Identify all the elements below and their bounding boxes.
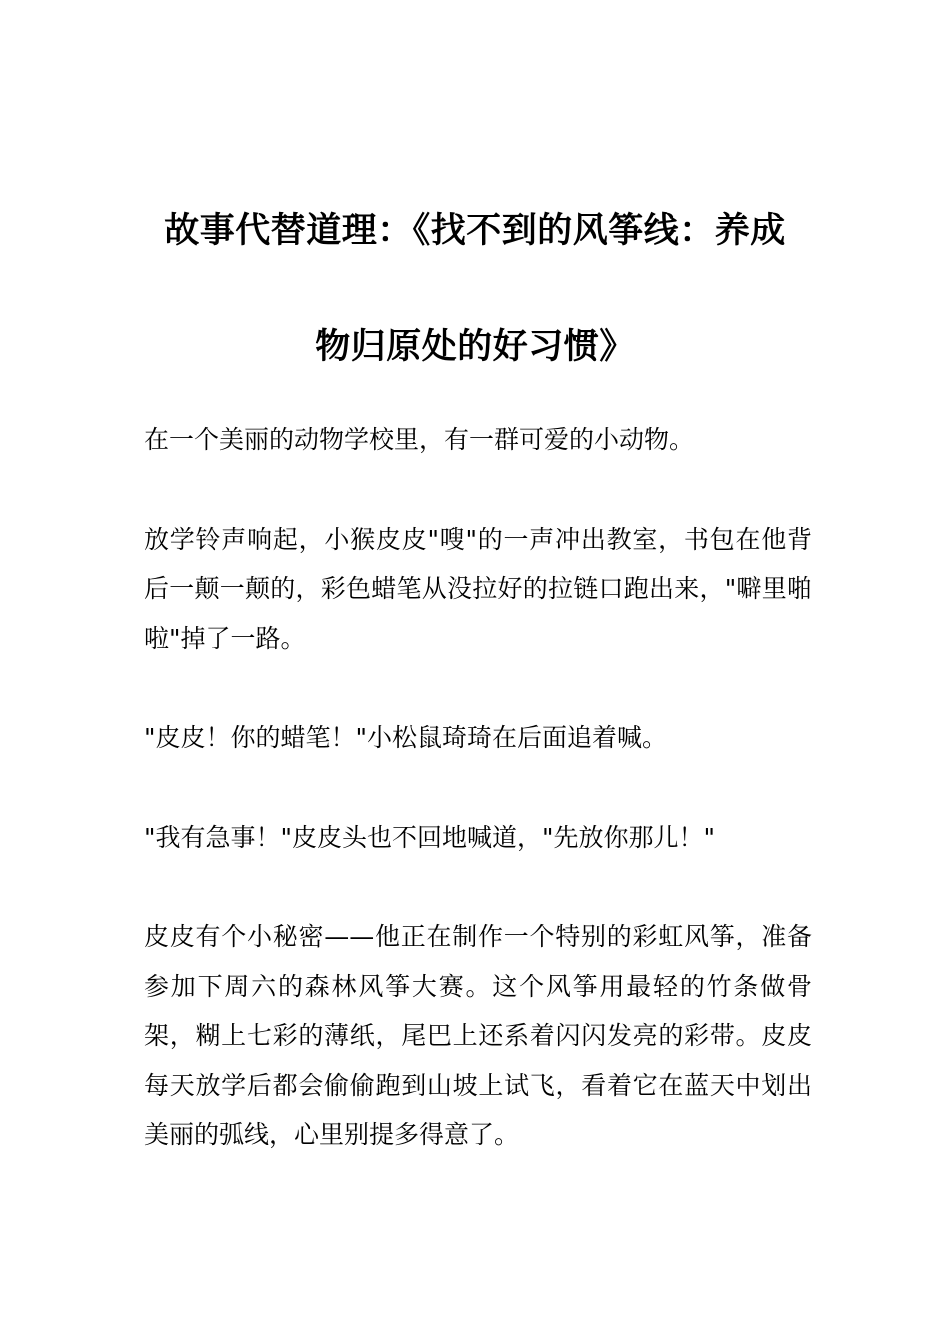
document-title: [120, 173, 830, 405]
title-line-2: 物归原处的好习惯》: [315, 327, 635, 368]
paragraph-4: "我有急事！"皮皮头也不回地喊道，"先放你那儿！": [144, 822, 715, 852]
document-body: [144, 415, 812, 1210]
title-line-1: 故事代替道理：《找不到的风筝线：养成: [164, 211, 786, 252]
paragraph-2: 放学铃声响起，小猴皮皮"嗖"的一声冲出教室，书包在他背后一颠一颠的，彩色蜡笔从没拉好的拉链口跑出来，"噼里啪啦"掉了一路。: [144, 524, 812, 653]
paragraph-5: 皮皮有个小秘密——他正在制作一个特别的彩虹风筝，准备参加下周六的森林风筝大赛。这个风筝用最轻的竹条做骨架，糊上七彩的薄纸，尾巴上还系着闪闪发亮的彩带。皮皮每天放学后都会偷偷跑到山坡上试飞，看着它在蓝天中划出美丽的弧线，心里别提多得意了。: [144, 922, 812, 1149]
paragraph-1: 在一个美丽的动物学校里，有一群可爱的小动物。: [144, 425, 695, 454]
paragraph-3: "皮皮！你的蜡笔！"小松鼠琦琦在后面追着喊。: [144, 723, 667, 752]
